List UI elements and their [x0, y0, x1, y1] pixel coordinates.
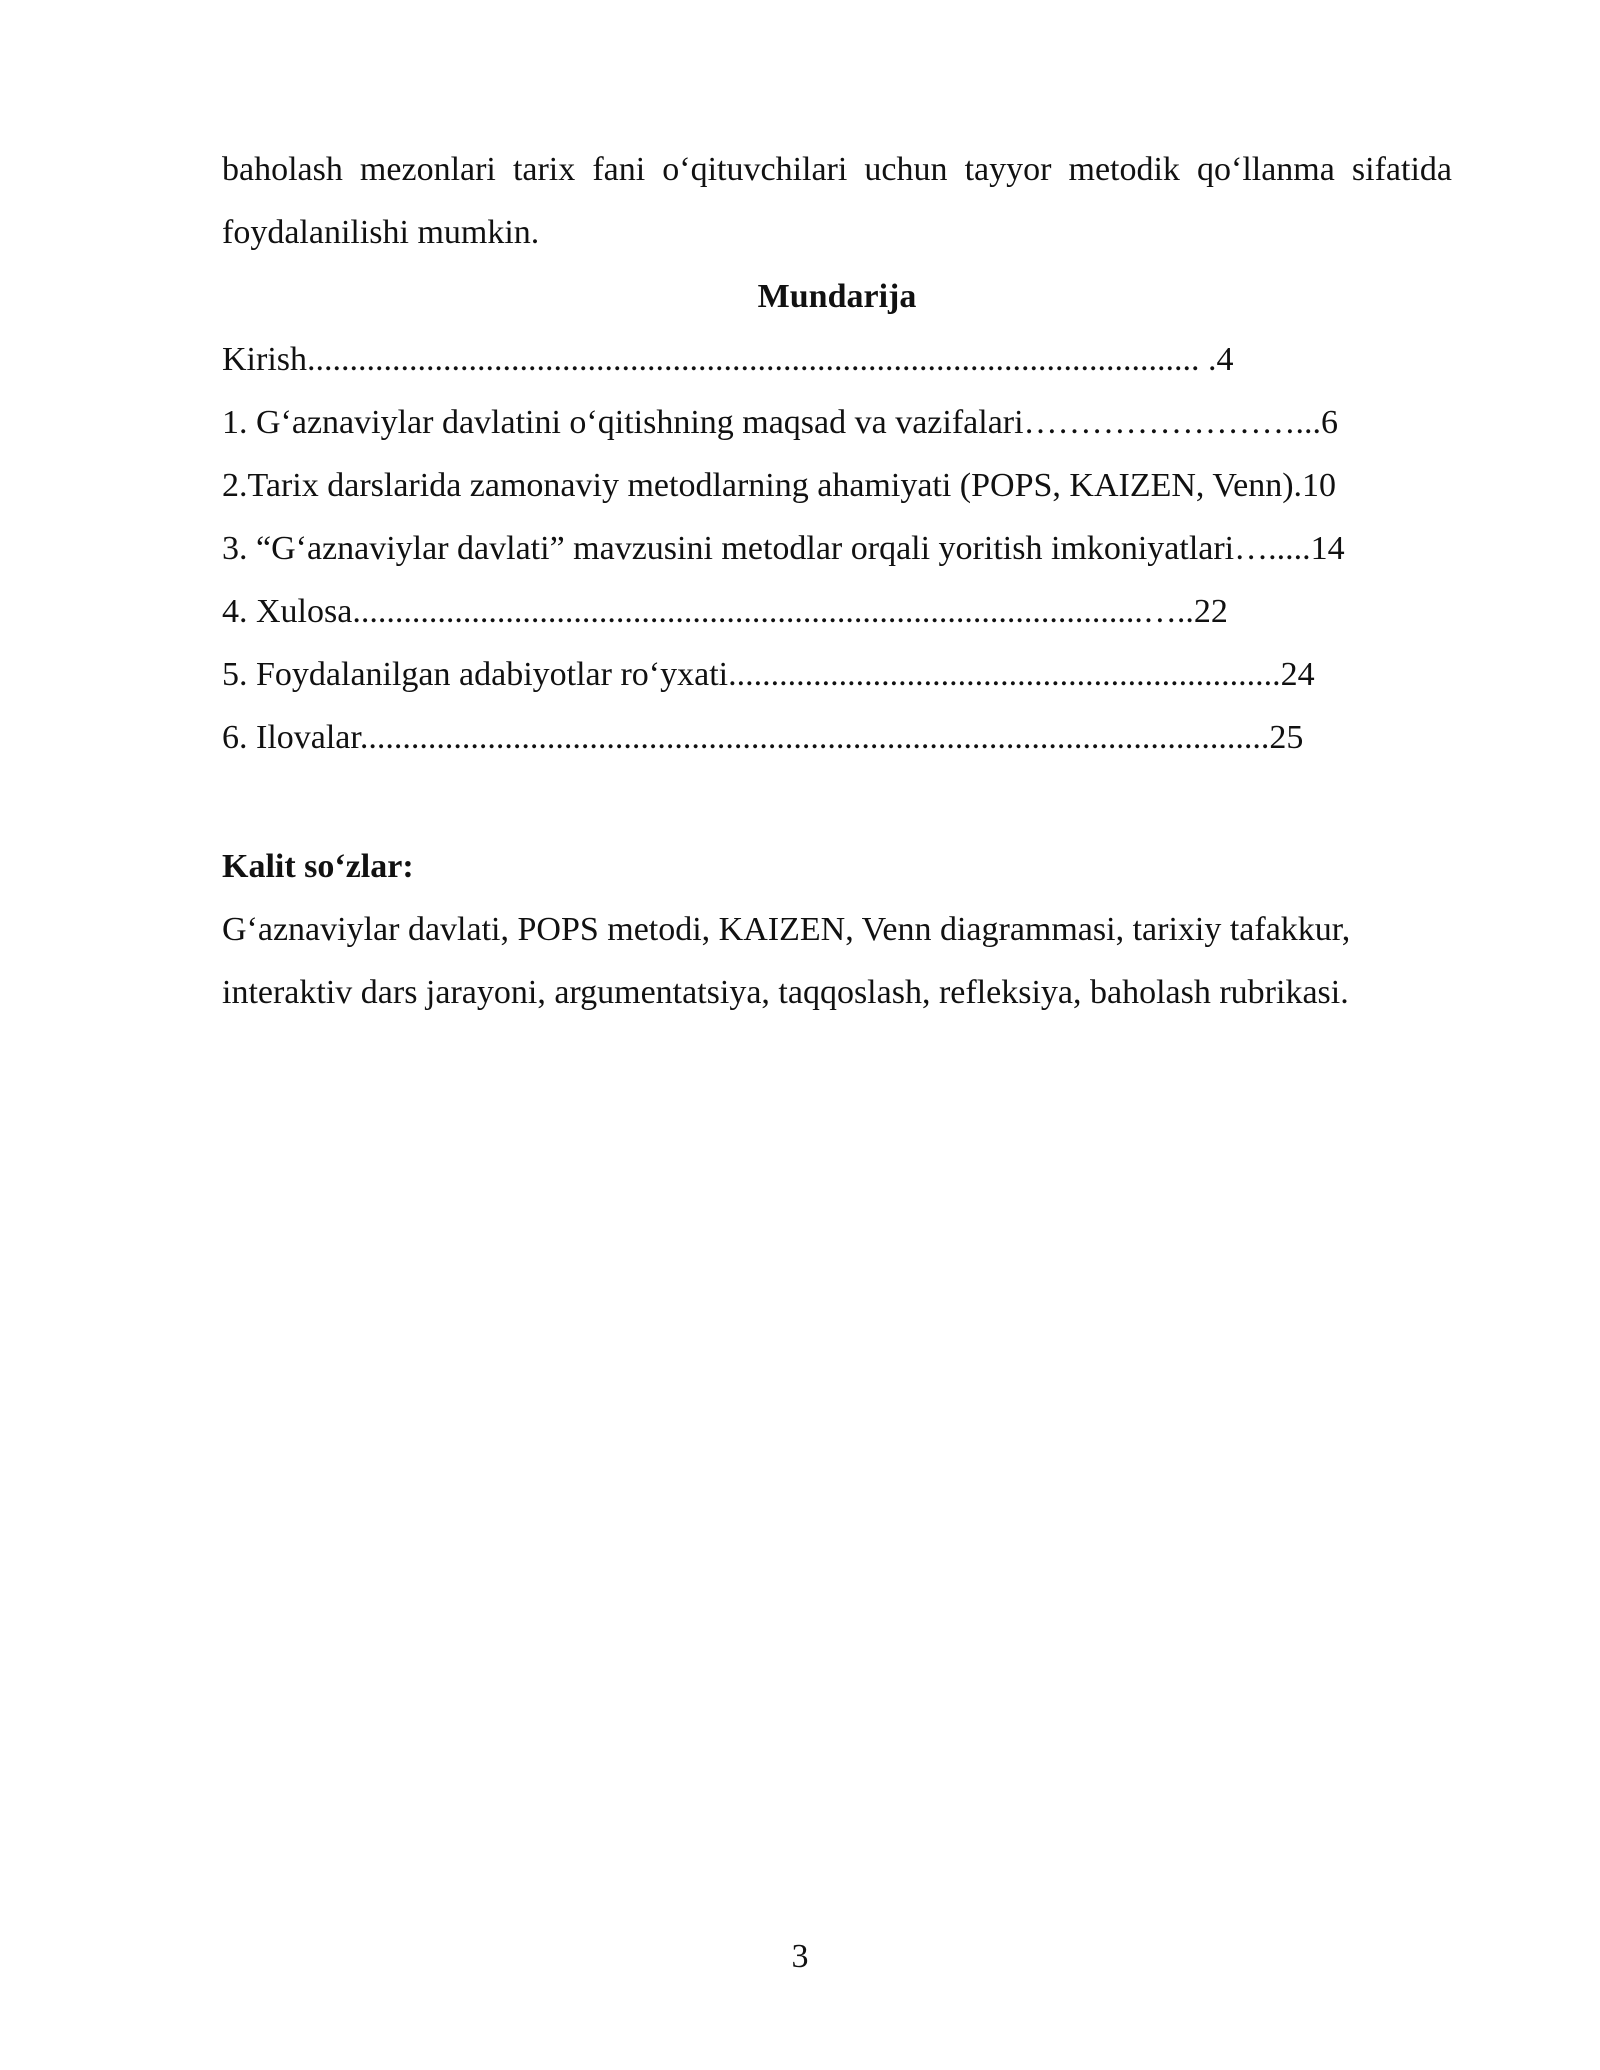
- page-number: 3: [791, 1938, 809, 1975]
- keywords-text: G‘aznaviylar davlati, POPS metodi, KAIZEN, Venn diagrammasi, tarixiy tafakkur, interaktiv dars jarayoni, argumentatsiya, taqqoslash, refleksiya, baholash rubrikasi.: [222, 911, 1351, 1011]
- toc-entry-4: 4. Xulosa.............................................................................................…..22: [222, 593, 1228, 630]
- toc-entry-6: 6. Ilovalar...........................................................................................................25: [222, 719, 1304, 756]
- toc-entry-3: 3. “G‘aznaviylar davlati” mavzusini metodlar orqali yoritish imkoniyatlari….....14: [222, 530, 1345, 567]
- toc-title: Mundarija: [757, 278, 917, 315]
- toc-entry-2: 2.Tarix darslarida zamonaviy metodlarning ahamiyati (POPS, KAIZEN, Venn).10: [222, 467, 1337, 504]
- toc-entry-5: 5. Foydalanilgan adabiyotlar ro‘yxati.................................................................24: [222, 656, 1315, 693]
- table-of-contents: [222, 328, 1452, 769]
- toc-entry-1: 1. G‘aznaviylar davlatini o‘qitishning maqsad va vazifalari……………………...6: [222, 404, 1339, 441]
- keywords-title: Kalit so‘zlar:: [222, 848, 414, 885]
- intro-paragraph: baholash mezonlari tarix fani o‘qituvchilari uchun tayyor metodik qo‘llanma sifatida foydalanilishi mumkin.: [222, 151, 1452, 251]
- toc-entry-introduction: Kirish......................................................................................................... .4: [222, 341, 1234, 378]
